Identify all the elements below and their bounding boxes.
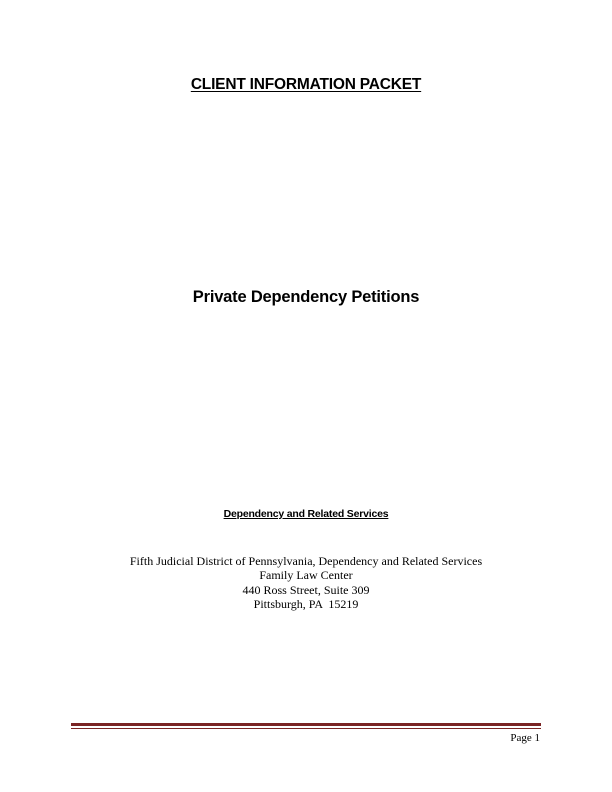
packet-title: CLIENT INFORMATION PACKET [190,76,422,93]
page-number: Page 1 [510,732,540,744]
footer-divider-thick [71,723,541,726]
address-block [0,554,612,612]
address-line-building: Family Law Center [259,568,353,583]
footer-divider-thin [71,728,541,729]
address-line-organization: Fifth Judicial District of Pennsylvania, Dependency and Related Services [129,554,483,568]
address-line-street: 440 Ross Street, Suite 309 [242,582,370,597]
department-heading: Dependency and Related Services [223,508,389,520]
document-title: Private Dependency Petitions [192,288,420,306]
address-line-city: Pittsburgh, PA 15219 [253,597,359,612]
